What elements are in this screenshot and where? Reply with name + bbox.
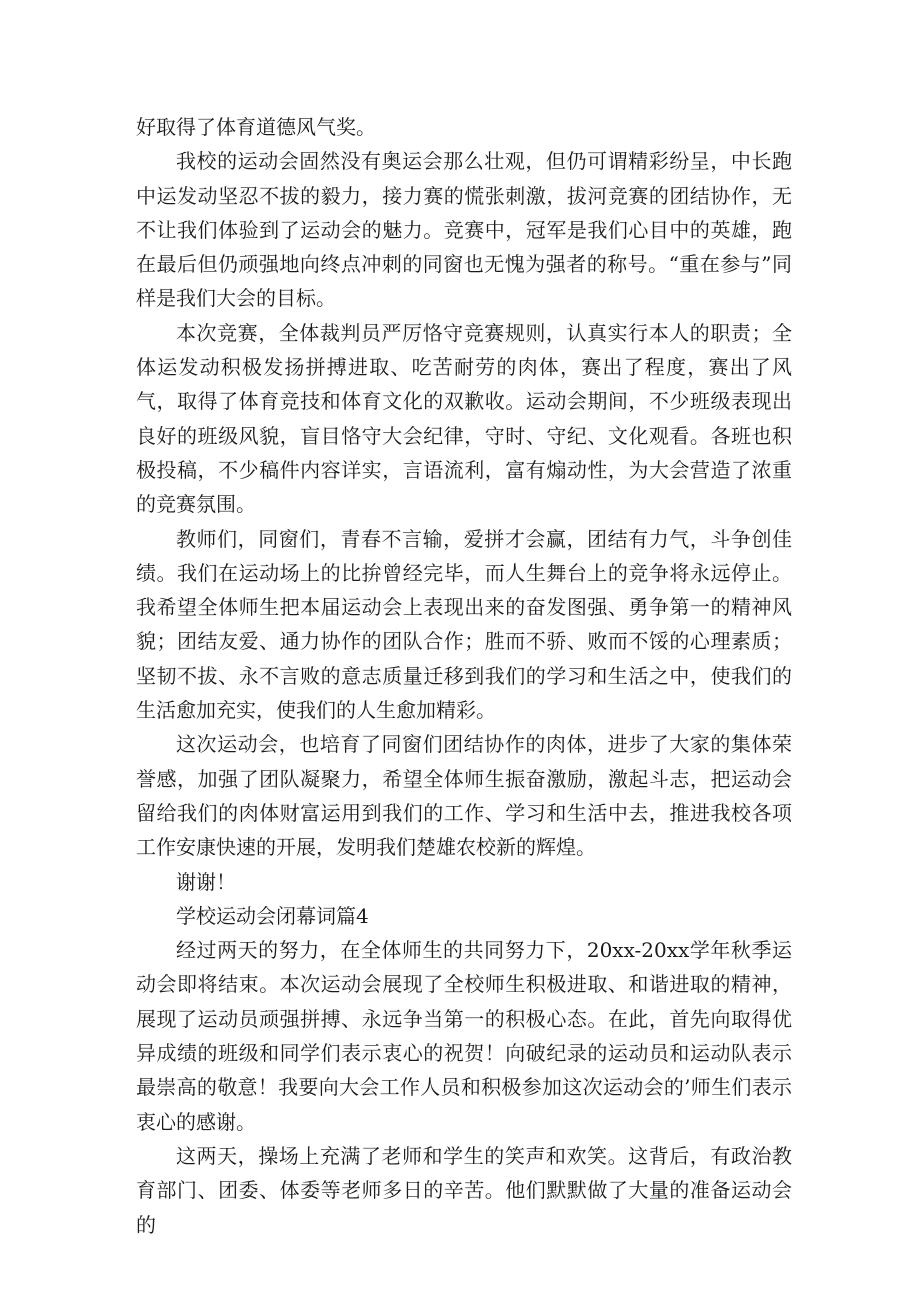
- paragraph-thanks: 谢谢！: [176, 869, 236, 894]
- paragraph: 我校的运动会固然没有奥运会那么壮观，但仍可谓精彩纷呈，中长跑中运发动坚忍不拔的毅力，接力赛的慌张刺激，拔河竞赛的团结协作，无不让我们体验到了运动会的魅力。竞赛中，冠军是我们心目中的英雄，跑在最后但仍顽强地向终点冲刺的同窗也无愧为强者的称号。“重在参与”同样是我们大会的目标。: [136, 149, 792, 311]
- paragraph: 教师们，同窗们，青春不言输，爱拼才会赢，团结有力气，斗争创佳绩。我们在运动场上的比拚曾经完毕，而人生舞台上的竞争将永远停止。我希望全体师生把本届运动会上表现出来的奋发图强、勇争第一的精神风貌；团结友爱、通力协作的团队合作；胜而不骄、败而不馁的心理素质；坚韧不拔、永不言败的意志质量迁移到我们的学习和生活之中，使我们的生活愈加充实，使我们的人生愈加精彩。: [136, 526, 792, 723]
- section-heading: 学校运动会闭幕词篇4: [176, 903, 369, 928]
- paragraph: 这两天，操场上充满了老师和学生的笑声和欢笑。这背后，有政治教育部门、团委、体委等老师多日的辛苦。他们默默做了大量的准备运动会的: [136, 1143, 792, 1237]
- paragraph: 本次竞赛，全体裁判员严厉恪守竞赛规则，认真实行本人的职责；全体运发动积极发扬拼搏进取、吃苦耐劳的肉体，赛出了程度，赛出了风气，取得了体育竞技和体育文化的双歉收。运动会期间，不少班级表现出良好的班级风貌，盲目恪守大会纪律，守时、守纪、文化观看。各班也积极投稿，不少稿件内容详实，言语流利，富有煽动性，为大会营造了浓重的竞赛氛围。: [136, 320, 792, 517]
- paragraph-continuation: 好取得了体育道德风气奖。: [136, 115, 376, 139]
- paragraph: 经过两天的努力，在全体师生的共同努力下，20xx-20xx学年秋季运动会即将结束。本次运动会展现了全校师生积极进取、和谐进取的精神，展现了运动员顽强拼搏、永远争当第一的积极心态。在此，首先向取得优异成绩的班级和同学们表示衷心的祝贺！向破纪录的运动员和运动队表示最崇高的敬意！我要向大会工作人员和积极参加这次运动会的’师生们表示衷心的感谢。: [136, 938, 792, 1134]
- document-body: [136, 110, 792, 1242]
- paragraph: 这次运动会，也培育了同窗们团结协作的肉体，进步了大家的集体荣誉感，加强了团队凝聚力，希望全体师生振奋激励，激起斗志，把运动会留给我们的肉体财富运用到我们的工作、学习和生活中去，推进我校各项工作安康快速的开展，发明我们楚雄农校新的辉煌。: [136, 732, 792, 860]
